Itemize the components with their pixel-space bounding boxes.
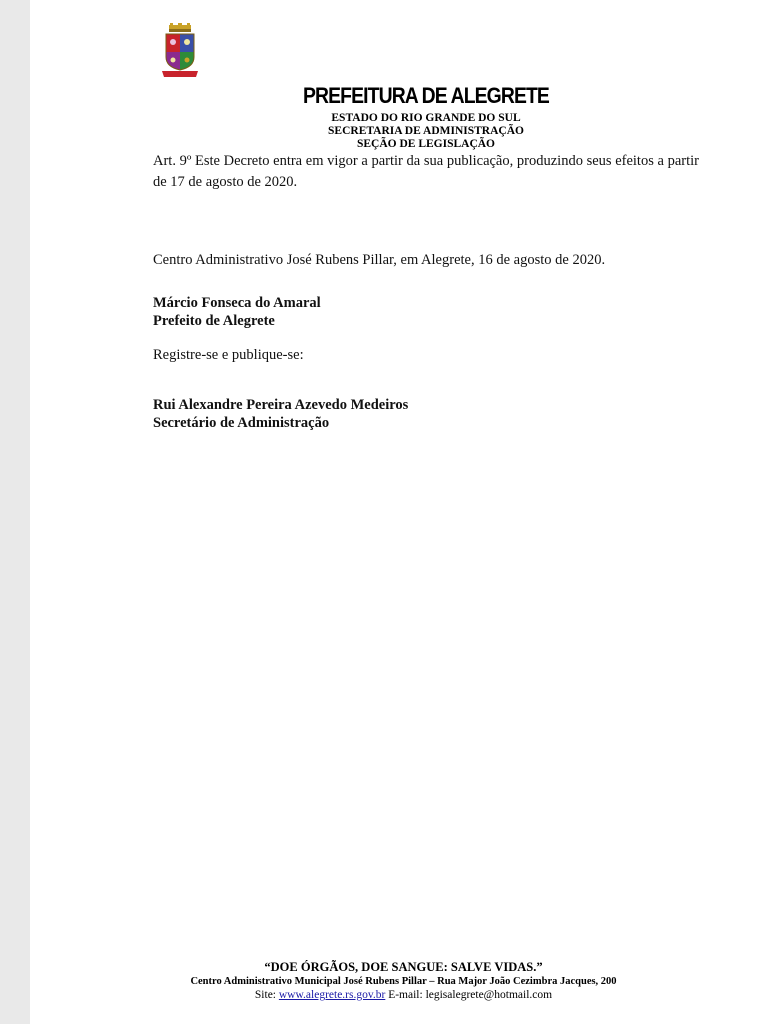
place-date-line: Centro Administrativo José Rubens Pillar, em Alegrete, 16 de agosto de 2020. <box>153 252 606 268</box>
header-secretariat: SECRETARIA DE ADMINISTRAÇÃO <box>328 125 524 137</box>
header-state: ESTADO DO RIO GRANDE DO SUL <box>331 112 521 124</box>
register-line: Registre-se e publique-se: <box>153 347 304 363</box>
footer-contact <box>30 989 777 1001</box>
municipal-crest-logo <box>161 23 199 83</box>
secretary-title: Secretário de Administração <box>153 415 330 431</box>
crest-emblem-icon <box>161 23 199 83</box>
footer-address: Centro Administrativo Municipal José Rubens Pillar – Rua Major João Cezimbra Jacques, 200 <box>190 976 617 987</box>
email-text: E-mail: legisalegrete@hotmail.com <box>388 989 553 1001</box>
footer-slogan: “DOE ÓRGÃOS, DOE SANGUE: SALVE VIDAS.” <box>264 960 543 974</box>
mayor-name: Márcio Fonseca do Amaral <box>153 295 321 311</box>
mayor-title: Prefeito de Alegrete <box>153 313 275 329</box>
site-link[interactable]: www.alegrete.rs.gov.br <box>278 989 386 1001</box>
article-paragraph: Art. 9º Este Decreto entra em vigor a partir da sua publicação, produzindo seus efeitos a partir de 17 de agosto de 2020. <box>153 153 699 190</box>
header-section: SEÇÃO DE LEGISLAÇÃO <box>356 138 496 150</box>
document-page <box>30 0 777 1024</box>
site-label: Site: <box>254 989 276 1001</box>
secretary-name: Rui Alexandre Pereira Azevedo Medeiros <box>153 397 409 413</box>
page-title: PREFEITURA DE ALEGRETE <box>303 83 549 108</box>
